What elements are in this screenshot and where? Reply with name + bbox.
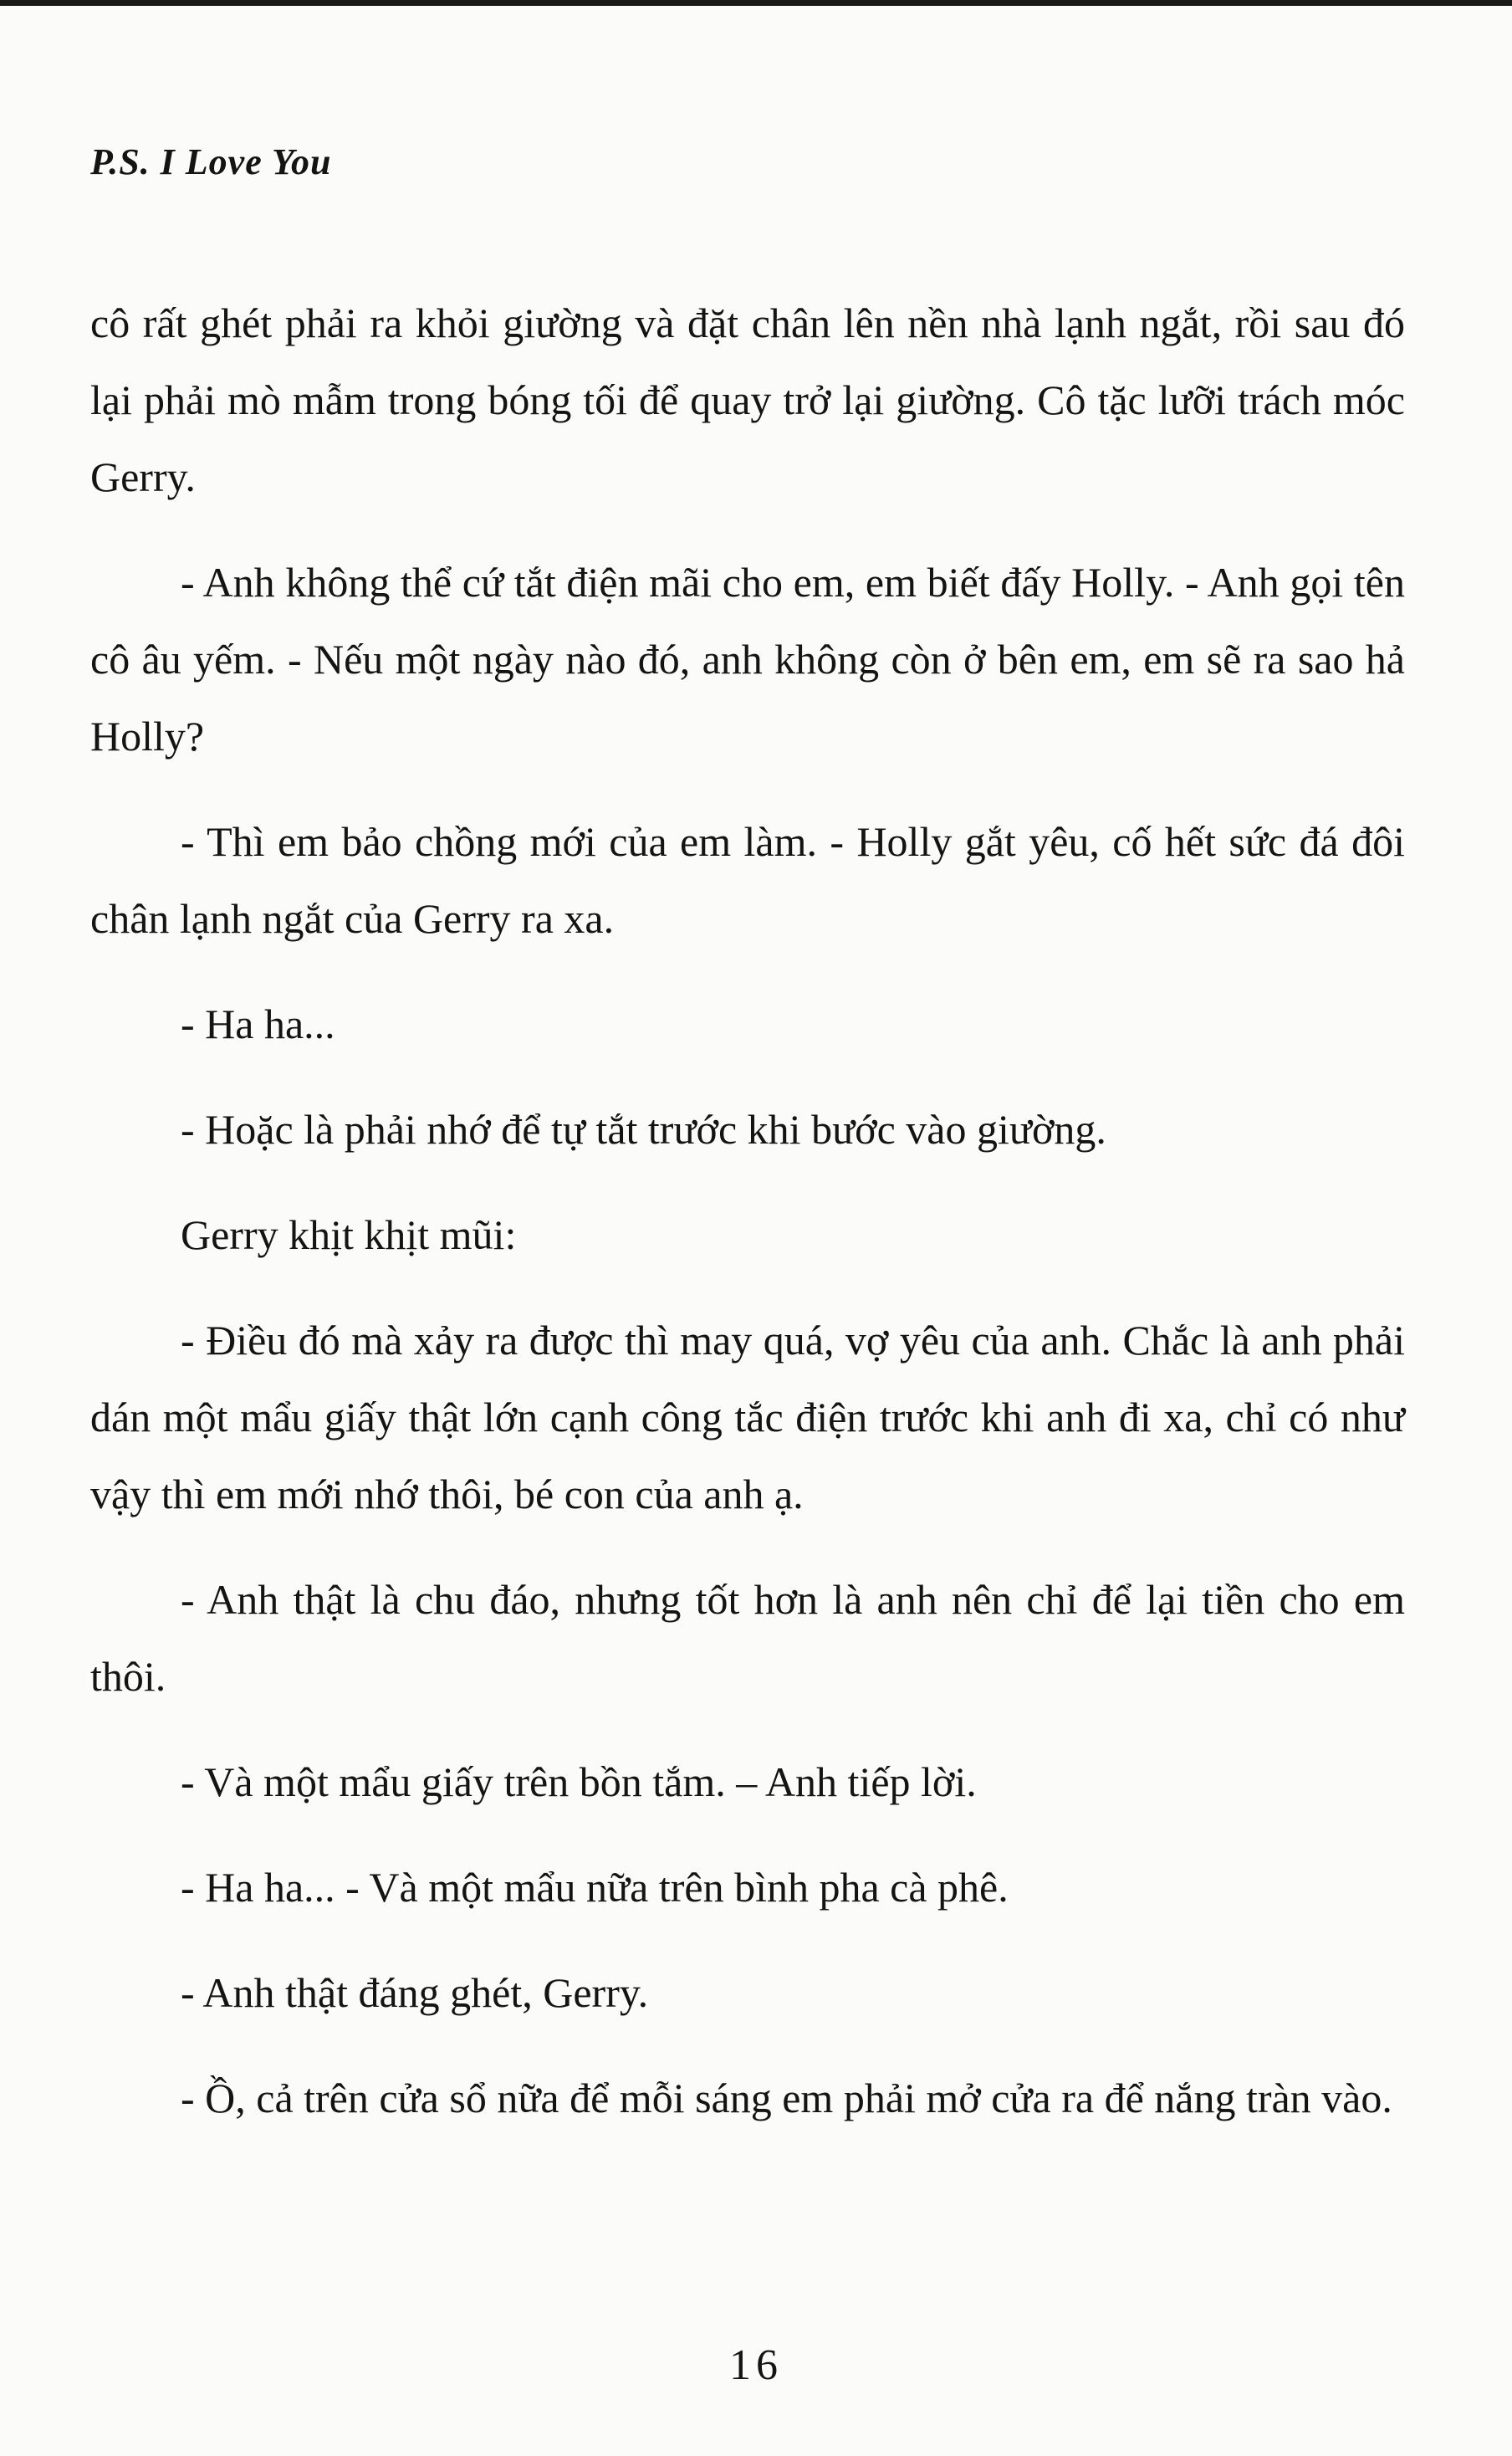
paragraph: - Anh thật đáng ghét, Gerry. — [181, 1969, 649, 2016]
page-number: 16 — [729, 2341, 783, 2389]
paragraph: - Và một mẩu giấy trên bồn tắm. – Anh tiếp lời. — [181, 1758, 977, 1805]
paragraph: - Ha ha... — [181, 1000, 335, 1047]
paragraph: - Điều đó mà xảy ra được thì may quá, vợ yêu của anh. Chắc là anh phải dán một mẩu giấy thật lớn cạnh công tắc điện trước khi anh đi xa, chỉ có như vậy thì em mới nhớ thôi, bé con của anh ạ. — [90, 1317, 1405, 1517]
paragraph: - Anh thật là chu đáo, nhưng tốt hơn là anh nên chỉ để lại tiền cho em thôi. — [90, 1576, 1405, 1700]
top-edge-rule — [0, 0, 1512, 6]
paragraph: Gerry khịt khịt mũi: — [181, 1211, 517, 1258]
body-text — [90, 284, 1405, 2165]
paragraph: cô rất ghét phải ra khỏi giường và đặt chân lên nền nhà lạnh ngắt, rồi sau đó lại phải mò mẫm trong bóng tối để quay trở lại giường. Cô tặc lưỡi trách móc Gerry. — [90, 299, 1405, 500]
paragraph: - Ha ha... - Và một mẩu nữa trên bình pha cà phê. — [181, 1864, 1009, 1911]
paragraph: - Hoặc là phải nhớ để tự tắt trước khi bước vào giường. — [181, 1106, 1106, 1153]
paragraph: - Ồ, cả trên cửa sổ nữa để mỗi sáng em phải mở cửa ra để nắng tràn vào. — [181, 2075, 1392, 2121]
paragraph: - Thì em bảo chồng mới của em làm. - Holly gắt yêu, cố hết sức đá đôi chân lạnh ngắt của Gerry ra xa. — [90, 818, 1405, 942]
running-title: P.S. I Love You — [90, 141, 332, 182]
paragraph: - Anh không thể cứ tắt điện mãi cho em, em biết đấy Holly. - Anh gọi tên cô âu yếm. - Nếu một ngày nào đó, anh không còn ở bên em, em sẽ ra sao hả Holly? — [90, 559, 1405, 760]
